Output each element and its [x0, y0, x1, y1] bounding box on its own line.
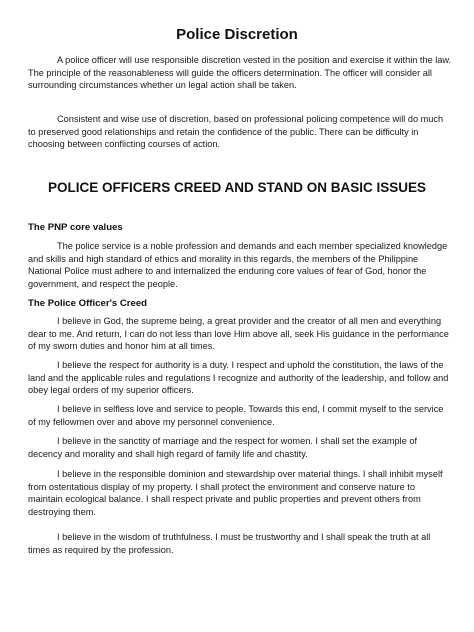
core-values-heading: The PNP core values [28, 222, 123, 233]
creed-item-authority: I believe the respect for authority is a duty. I respect and uphold the constitution, the laws of the land and the applicable rules and regulations I recognize and authority of the leadership, and follow and obey legal orders of my superior officers. [28, 360, 449, 396]
police-officers-creed-heading: The Police Officer's Creed [28, 298, 148, 309]
discretion-paragraph-2: Consistent and wise use of discretion, based on professional policing competence will do much to preserved good relationships and retain the confidence of the public. There can be difficulty in choosing between conflicting courses of action. [28, 114, 444, 150]
creed-item-truthfulness: I believe in the wisdom of truthfulness. I must be trustworthy and I shall speak the truth at all times as required by the profession. [28, 532, 431, 555]
discretion-paragraph-1: A police officer will use responsible discretion vested in the position and exercise it within the law. The principle of the reasonableness will guide the officers determination. The officer will consider all surrounding circumstances whether un legal action shall be taken. [28, 55, 452, 91]
creed-item-god: I believe in God, the supreme being, a great provider and the creator of all men and everything dear to me. And return, I can do not less than love Him above all, seek His guidance in the performance of my sworn duties and honor him at all times. [28, 316, 449, 352]
core-values-paragraph: The police service is a noble profession and demands and each member specialized knowledge and skills and high standard of ethics and morality in this regards, the members of the Philippine National Police must adhere to and internalized the enduring core values of fear of God, honor the government, and respect the people. [28, 241, 448, 289]
creed-item-marriage: I believe in the sanctity of marriage and the respect for women. I shall set the example of decency and morality and shall high regard of family life and chastity. [28, 436, 418, 459]
creed-item-stewardship: I believe in the responsible dominion and stewardship over material things. I shall inhibit myself from ostentatious display of my property. I shall protect the environment and conserve nature to maintain ecological balance. I shall respect private and public properties and prevent others from destroying them. [28, 469, 443, 517]
creed-item-service: I believe in selfless love and service to people. Towards this end, I commit myself to the service of my fellowmen over and above my personnel convenience. [28, 404, 444, 427]
creed-section-title: POLICE OFFICERS CREED AND STAND ON BASIC ISSUES [47, 180, 427, 195]
police-discretion-title: Police Discretion [176, 26, 298, 43]
